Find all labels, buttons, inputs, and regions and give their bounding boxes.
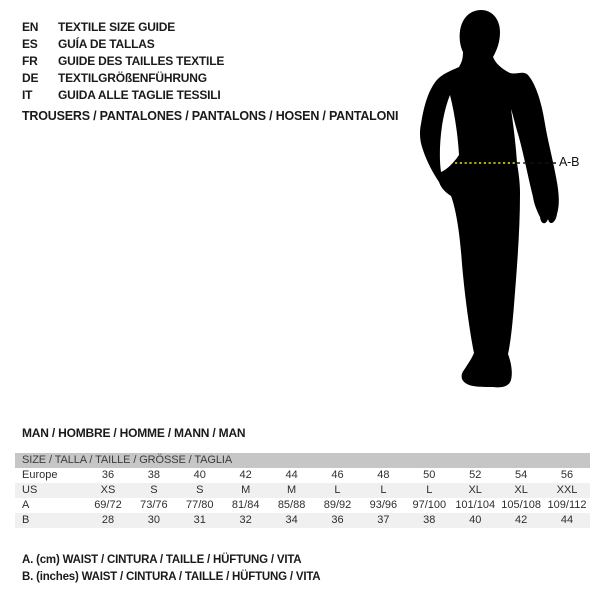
man-silhouette-path [420, 10, 559, 387]
table-cell: 36 [101, 469, 115, 481]
table-cell: L [426, 484, 433, 496]
table-cell: M [286, 484, 297, 496]
row-label: A [22, 499, 30, 511]
table-cell: 73/76 [140, 499, 168, 511]
table-cell: 101/104 [455, 499, 496, 511]
table-cell: 85/88 [277, 499, 306, 511]
table-cell: L [334, 484, 341, 496]
row-label: B [22, 514, 30, 526]
table-cell: 69/72 [94, 499, 122, 511]
language-label: GUIDE DES TAILLES TEXTILE [58, 53, 225, 68]
language-label: TEXTILGRÖßENFÜHRUNG [58, 70, 207, 85]
table-cell: 32 [239, 514, 252, 526]
table-cell: 97/100 [412, 499, 447, 511]
garment-title: TROUSERS / PANTALONES / PANTALONS / HOSEN / PANTALONI [22, 109, 399, 123]
table-cell: 38 [147, 469, 160, 481]
table-cell: 50 [423, 469, 436, 481]
table-cell: 56 [560, 469, 574, 481]
table-cell: 40 [469, 514, 482, 526]
language-label: TEXTILE SIZE GUIDE [58, 19, 176, 34]
size-table-header: SIZE / TALLA / TAILLE / GRÖSSE / TAGLIA [15, 453, 590, 468]
table-cell: 44 [285, 469, 298, 481]
table-cell: 38 [423, 514, 436, 526]
table-cell: 52 [469, 469, 482, 481]
table-cell: 109/112 [547, 499, 587, 511]
table-cell: 77/80 [186, 499, 214, 511]
table-cell: 89/92 [323, 499, 352, 511]
row-label: Europe [22, 469, 58, 481]
language-label: GUIDA ALLE TAGLIE TESSILI [58, 87, 221, 102]
table-cell: 37 [377, 514, 390, 526]
language-code: ES [22, 36, 38, 51]
table-cell: 44 [560, 514, 574, 526]
language-row-it [22, 86, 224, 103]
table-cell: 40 [193, 469, 206, 481]
table-cell: XL [514, 484, 528, 496]
language-code: DE [22, 70, 39, 85]
table-cell: 34 [285, 514, 298, 526]
language-code: EN [22, 19, 39, 34]
man-silhouette-figure [415, 5, 565, 390]
language-row-es [22, 35, 224, 52]
table-row-a-cm [15, 498, 590, 513]
table-row-b-inches [15, 513, 590, 528]
table-cell: 30 [147, 514, 160, 526]
waist-measure-label: A-B [559, 155, 580, 169]
table-cell: 36 [331, 514, 344, 526]
section-title-man: MAN / HOMBRE / HOMME / MANN / MAN [22, 426, 246, 440]
footnote-b-inches: B. (inches) WAIST / CINTURA / TAILLE / HÜFTUNG / VITA [22, 571, 321, 583]
table-cell: 42 [514, 514, 528, 526]
language-row-en [22, 18, 224, 35]
language-code: FR [22, 53, 38, 68]
table-cell: 93/96 [369, 499, 398, 511]
table-row-us [15, 483, 590, 498]
size-table [15, 453, 590, 528]
table-cell: M [241, 484, 251, 496]
row-label: US [22, 484, 38, 496]
table-cell: XL [468, 484, 482, 496]
table-cell: 105/108 [501, 499, 541, 511]
table-row-europe [15, 468, 590, 483]
language-list [22, 18, 224, 103]
table-cell: S [150, 484, 158, 496]
language-row-fr [22, 52, 224, 69]
table-cell: S [196, 484, 204, 496]
language-code: IT [22, 87, 33, 102]
table-cell: 54 [514, 469, 528, 481]
man-silhouette-svg [415, 5, 565, 390]
table-cell: 31 [193, 514, 206, 526]
table-cell: 42 [239, 469, 252, 481]
table-cell: 48 [377, 469, 390, 481]
table-cell: L [380, 484, 387, 496]
table-cell: XS [100, 484, 116, 496]
footnote-a-cm: A. (cm) WAIST / CINTURA / TAILLE / HÜFTUNG / VITA [22, 554, 302, 566]
language-label: GUÍA DE TALLAS [58, 36, 155, 51]
table-cell: 81/84 [231, 499, 260, 511]
table-cell: XXL [556, 484, 578, 496]
table-cell: 46 [331, 469, 344, 481]
language-row-de [22, 69, 224, 86]
table-cell: 28 [101, 514, 115, 526]
